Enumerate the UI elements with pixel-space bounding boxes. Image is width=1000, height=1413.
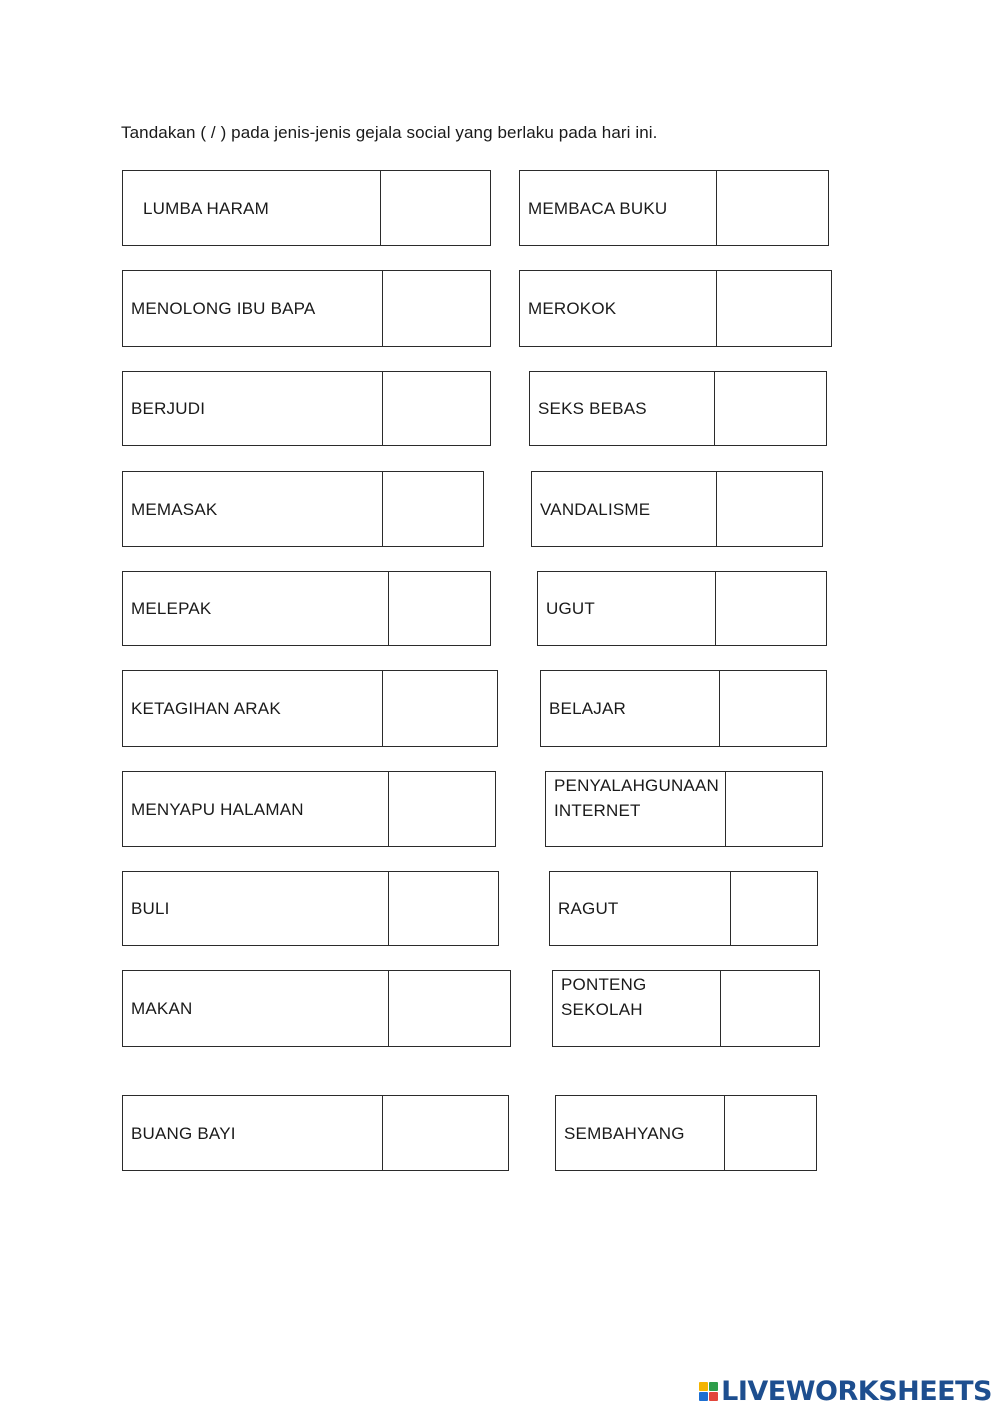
item-menolong-ibu-bapa	[122, 270, 491, 347]
checkbox-makan[interactable]	[388, 971, 510, 1046]
checkbox-ugut[interactable]	[715, 572, 826, 645]
item-buang-bayi	[122, 1095, 509, 1171]
checkbox-penyalahgunaan-internet[interactable]	[725, 772, 822, 846]
checkbox-vandalisme[interactable]	[716, 472, 822, 546]
item-label: LUMBA HARAM	[143, 198, 269, 218]
item-ponteng-sekolah	[552, 970, 820, 1047]
item-label: MEMBACA BUKU	[528, 198, 668, 218]
item-label: RAGUT	[558, 899, 619, 918]
item-label: MAKAN	[131, 999, 193, 1018]
item-melepak	[122, 571, 491, 646]
item-label: PENYALAHGUNAAN INTERNET	[554, 776, 719, 820]
item-berjudi	[122, 371, 491, 446]
item-menyapu-halaman	[122, 771, 496, 847]
checkbox-berjudi[interactable]	[382, 372, 490, 445]
checkbox-membaca-buku[interactable]	[716, 171, 828, 245]
item-merokok	[519, 270, 832, 347]
liveworksheets-logo[interactable]	[699, 1376, 992, 1407]
item-label: MEMASAK	[131, 499, 218, 519]
item-membaca-buku	[519, 170, 829, 246]
item-label: KETAGIHAN ARAK	[131, 699, 281, 718]
checkbox-belajar[interactable]	[719, 671, 826, 746]
logo-text: LIVEWORKSHEETS	[721, 1376, 992, 1407]
item-ketagihan-arak	[122, 670, 498, 747]
item-belajar	[540, 670, 827, 747]
item-label: VANDALISME	[540, 499, 651, 519]
item-label: MEROKOK	[528, 299, 617, 318]
checkbox-buang-bayi[interactable]	[382, 1096, 508, 1170]
logo-square	[699, 1392, 708, 1401]
item-penyalahgunaan-internet	[545, 771, 823, 847]
item-label: SEMBAHYANG	[564, 1123, 685, 1143]
item-label: UGUT	[546, 599, 595, 618]
item-label: BERJUDI	[131, 399, 206, 418]
item-label: MELEPAK	[131, 599, 212, 618]
checkbox-memasak[interactable]	[382, 472, 483, 546]
checkbox-menyapu-halaman[interactable]	[388, 772, 495, 846]
item-memasak	[122, 471, 484, 547]
item-label: BULI	[131, 899, 170, 918]
checkbox-menolong-ibu-bapa[interactable]	[382, 271, 490, 346]
item-label: MENYAPU HALAMAN	[131, 799, 304, 819]
checkbox-melepak[interactable]	[388, 572, 490, 645]
checkbox-ragut[interactable]	[730, 872, 817, 945]
logo-square	[699, 1382, 708, 1391]
logo-square	[709, 1382, 718, 1391]
checkbox-buli[interactable]	[388, 872, 498, 945]
logo-square	[709, 1392, 718, 1401]
item-ragut	[549, 871, 818, 946]
checkbox-ponteng-sekolah[interactable]	[720, 971, 819, 1046]
logo-mark-icon	[699, 1382, 718, 1401]
item-label: BELAJAR	[549, 699, 626, 718]
item-label: SEKS BEBAS	[538, 399, 647, 418]
item-lumba-haram	[122, 170, 491, 246]
item-label: PONTENG SEKOLAH	[561, 975, 647, 1019]
item-sembahyang	[555, 1095, 817, 1171]
item-vandalisme	[531, 471, 823, 547]
item-label: MENOLONG IBU BAPA	[131, 299, 316, 318]
item-makan	[122, 970, 511, 1047]
item-seks-bebas	[529, 371, 827, 446]
checkbox-merokok[interactable]	[716, 271, 831, 346]
checkbox-ketagihan-arak[interactable]	[382, 671, 497, 746]
checkbox-lumba-haram[interactable]	[380, 171, 490, 245]
checkbox-sembahyang[interactable]	[724, 1096, 816, 1170]
item-buli	[122, 871, 499, 946]
instruction-text: Tandakan ( / ) pada jenis-jenis gejala social yang berlaku pada hari ini.	[121, 123, 658, 142]
item-ugut	[537, 571, 827, 646]
checkbox-seks-bebas[interactable]	[714, 372, 826, 445]
item-label: BUANG BAYI	[131, 1123, 236, 1143]
